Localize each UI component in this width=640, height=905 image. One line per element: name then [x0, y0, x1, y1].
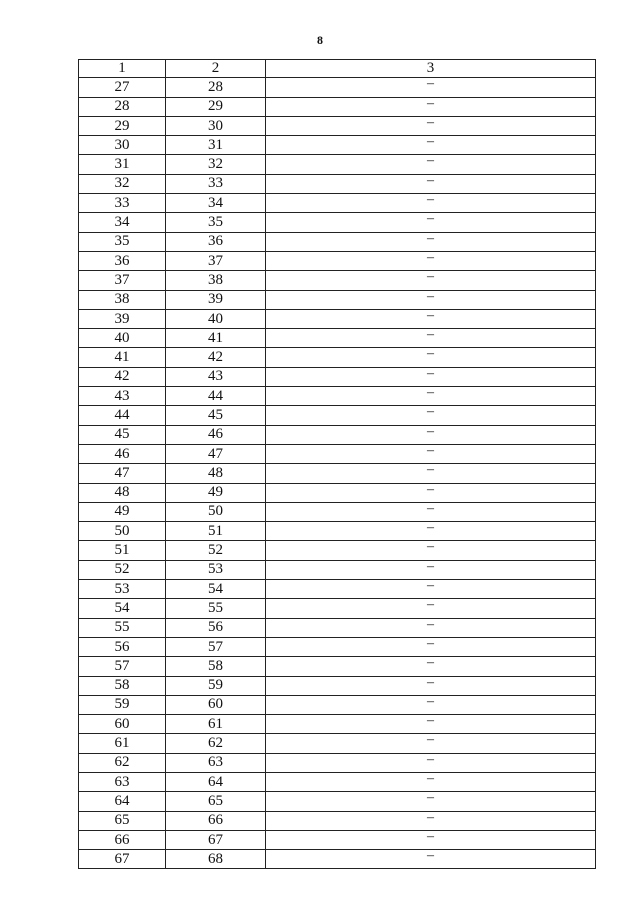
table-cell-col3: –: [266, 618, 596, 637]
table-cell-col3: –: [266, 271, 596, 290]
table-body: [79, 78, 596, 869]
table-row: [79, 116, 596, 135]
table-cell-col2: 54: [166, 580, 266, 599]
table-cell-col3: –: [266, 78, 596, 97]
table-row: [79, 97, 596, 116]
table-cell-col1: 46: [79, 444, 166, 463]
table-cell-col3: –: [266, 194, 596, 213]
table-cell-col1: 33: [79, 194, 166, 213]
table-cell-col2: 56: [166, 618, 266, 637]
table-cell-col2: 44: [166, 387, 266, 406]
data-table: [78, 59, 596, 869]
table-cell-col1: 63: [79, 772, 166, 791]
table-cell-col1: 28: [79, 97, 166, 116]
table-cell-col2: 47: [166, 444, 266, 463]
table-cell-col2: 68: [166, 850, 266, 869]
table-cell-col3: –: [266, 232, 596, 251]
table-cell-col2: 45: [166, 406, 266, 425]
table-cell-col3: –: [266, 560, 596, 579]
table-cell-col2: 48: [166, 464, 266, 483]
table-cell-col2: 42: [166, 348, 266, 367]
table-cell-col1: 43: [79, 387, 166, 406]
table-row: [79, 271, 596, 290]
table-cell-col3: –: [266, 850, 596, 869]
table-cell-col1: 30: [79, 136, 166, 155]
table-cell-col1: 64: [79, 792, 166, 811]
table-cell-col3: –: [266, 599, 596, 618]
table-row: [79, 444, 596, 463]
table-cell-col2: 39: [166, 290, 266, 309]
table-cell-col2: 41: [166, 329, 266, 348]
table-cell-col3: –: [266, 97, 596, 116]
table-row: [79, 580, 596, 599]
table-cell-col3: –: [266, 637, 596, 656]
table-row: [79, 387, 596, 406]
table-row: [79, 637, 596, 656]
table-cell-col3: –: [266, 715, 596, 734]
table-cell-col2: 57: [166, 637, 266, 656]
table-cell-col3: –: [266, 367, 596, 386]
table-cell-col1: 52: [79, 560, 166, 579]
table-cell-col1: 65: [79, 811, 166, 830]
table-row: [79, 811, 596, 830]
table-cell-col3: –: [266, 116, 596, 135]
table-row: [79, 676, 596, 695]
table-cell-col2: 43: [166, 367, 266, 386]
table-cell-col2: 61: [166, 715, 266, 734]
table-row: [79, 541, 596, 560]
table-cell-col2: 38: [166, 271, 266, 290]
table-cell-col2: 67: [166, 830, 266, 849]
table-row: [79, 290, 596, 309]
table-cell-col3: –: [266, 309, 596, 328]
table-row: [79, 772, 596, 791]
table-cell-col1: 60: [79, 715, 166, 734]
column-header-3: 3: [266, 60, 596, 78]
table-cell-col1: 44: [79, 406, 166, 425]
table-row: [79, 329, 596, 348]
table-cell-col1: 61: [79, 734, 166, 753]
table-row: [79, 483, 596, 502]
table-cell-col1: 67: [79, 850, 166, 869]
table-cell-col2: 29: [166, 97, 266, 116]
table-cell-col3: –: [266, 676, 596, 695]
table-cell-col2: 65: [166, 792, 266, 811]
table-row: [79, 599, 596, 618]
table-row: [79, 830, 596, 849]
table-cell-col3: –: [266, 483, 596, 502]
table-cell-col2: 51: [166, 522, 266, 541]
table-row: [79, 213, 596, 232]
table-row: [79, 174, 596, 193]
table-cell-col1: 37: [79, 271, 166, 290]
table-cell-col1: 42: [79, 367, 166, 386]
table-cell-col2: 28: [166, 78, 266, 97]
table-cell-col2: 62: [166, 734, 266, 753]
table-row: [79, 309, 596, 328]
table-cell-col1: 29: [79, 116, 166, 135]
table-cell-col2: 53: [166, 560, 266, 579]
table-cell-col1: 66: [79, 830, 166, 849]
table-cell-col1: 50: [79, 522, 166, 541]
table-cell-col3: –: [266, 502, 596, 521]
table-cell-col2: 31: [166, 136, 266, 155]
table-cell-col1: 40: [79, 329, 166, 348]
table-cell-col3: –: [266, 811, 596, 830]
table-header: [79, 60, 596, 78]
table-row: [79, 850, 596, 869]
table-row: [79, 78, 596, 97]
table-row: [79, 715, 596, 734]
table-cell-col2: 37: [166, 251, 266, 270]
table-cell-col1: 57: [79, 657, 166, 676]
table-cell-col3: –: [266, 734, 596, 753]
column-header-2: 2: [166, 60, 266, 78]
table-cell-col3: –: [266, 136, 596, 155]
table-row: [79, 792, 596, 811]
table-cell-col1: 41: [79, 348, 166, 367]
table-cell-col2: 35: [166, 213, 266, 232]
table-cell-col3: –: [266, 444, 596, 463]
table-cell-col1: 36: [79, 251, 166, 270]
table-cell-col2: 64: [166, 772, 266, 791]
table-row: [79, 502, 596, 521]
table-cell-col1: 53: [79, 580, 166, 599]
table-cell-col1: 58: [79, 676, 166, 695]
table-cell-col3: –: [266, 580, 596, 599]
table-row: [79, 657, 596, 676]
table-cell-col3: –: [266, 174, 596, 193]
table-row: [79, 734, 596, 753]
table-cell-col3: –: [266, 464, 596, 483]
table-cell-col2: 40: [166, 309, 266, 328]
table-row: [79, 618, 596, 637]
table-cell-col1: 47: [79, 464, 166, 483]
table-cell-col3: –: [266, 830, 596, 849]
table-cell-col1: 31: [79, 155, 166, 174]
table-cell-col2: 60: [166, 695, 266, 714]
table-cell-col3: –: [266, 792, 596, 811]
page-number: 8: [317, 33, 323, 47]
table-row: [79, 348, 596, 367]
table-row: [79, 464, 596, 483]
table-cell-col1: 39: [79, 309, 166, 328]
table-cell-col1: 55: [79, 618, 166, 637]
table-cell-col2: 63: [166, 753, 266, 772]
table-cell-col2: 30: [166, 116, 266, 135]
table-cell-col1: 59: [79, 695, 166, 714]
table-cell-col2: 33: [166, 174, 266, 193]
table-cell-col3: –: [266, 753, 596, 772]
table-cell-col2: 32: [166, 155, 266, 174]
table-row: [79, 136, 596, 155]
table-cell-col1: 38: [79, 290, 166, 309]
table-row: [79, 251, 596, 270]
table-cell-col3: –: [266, 406, 596, 425]
table-cell-col2: 55: [166, 599, 266, 618]
table-cell-col1: 48: [79, 483, 166, 502]
table-cell-col3: –: [266, 425, 596, 444]
table-cell-col3: –: [266, 541, 596, 560]
table-cell-col2: 66: [166, 811, 266, 830]
table-cell-col1: 56: [79, 637, 166, 656]
column-header-1: 1: [79, 60, 166, 78]
table-cell-col1: 35: [79, 232, 166, 251]
table-cell-col3: –: [266, 772, 596, 791]
table-cell-col2: 58: [166, 657, 266, 676]
table-cell-col3: –: [266, 213, 596, 232]
table-cell-col3: –: [266, 329, 596, 348]
table-row: [79, 425, 596, 444]
table-row: [79, 753, 596, 772]
table-cell-col3: –: [266, 522, 596, 541]
table-cell-col2: 36: [166, 232, 266, 251]
table-cell-col3: –: [266, 695, 596, 714]
table-row: [79, 194, 596, 213]
header-row: [79, 60, 596, 78]
table-cell-col3: –: [266, 290, 596, 309]
table-cell-col2: 50: [166, 502, 266, 521]
table-cell-col2: 59: [166, 676, 266, 695]
table-row: [79, 232, 596, 251]
table-cell-col1: 32: [79, 174, 166, 193]
table-cell-col1: 27: [79, 78, 166, 97]
table-cell-col2: 34: [166, 194, 266, 213]
table-cell-col2: 52: [166, 541, 266, 560]
table-cell-col3: –: [266, 251, 596, 270]
table-row: [79, 155, 596, 174]
table-row: [79, 522, 596, 541]
table-cell-col1: 54: [79, 599, 166, 618]
table-cell-col3: –: [266, 348, 596, 367]
table-row: [79, 560, 596, 579]
table-row: [79, 406, 596, 425]
table-row: [79, 695, 596, 714]
table-cell-col3: –: [266, 387, 596, 406]
table-cell-col1: 45: [79, 425, 166, 444]
table-cell-col1: 49: [79, 502, 166, 521]
table-cell-col3: –: [266, 155, 596, 174]
table-cell-col1: 62: [79, 753, 166, 772]
table-cell-col1: 51: [79, 541, 166, 560]
table-row: [79, 367, 596, 386]
table-cell-col2: 46: [166, 425, 266, 444]
table-cell-col1: 34: [79, 213, 166, 232]
table-cell-col2: 49: [166, 483, 266, 502]
table-cell-col3: –: [266, 657, 596, 676]
